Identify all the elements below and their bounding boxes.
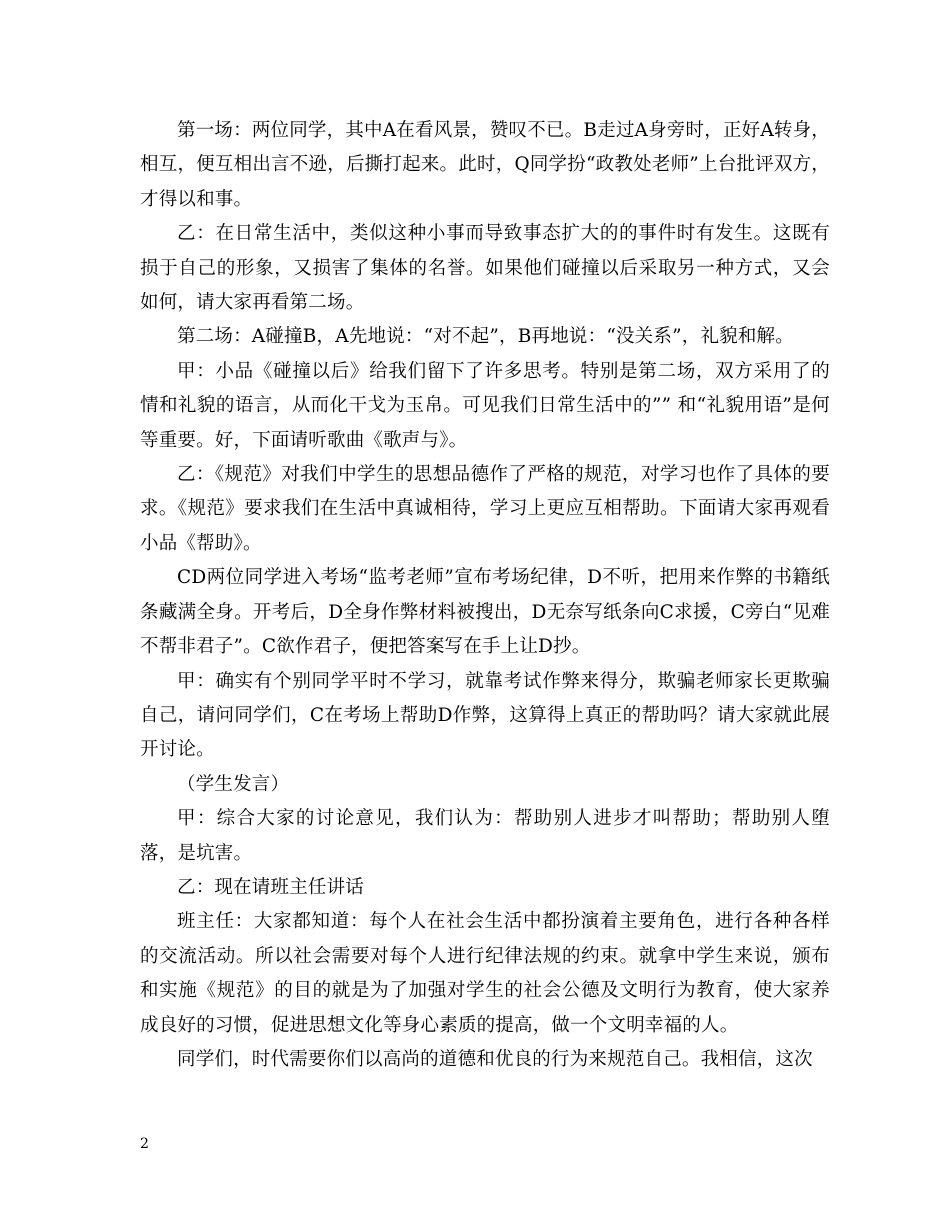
page-number: 2 (140, 1136, 149, 1152)
paragraph-yi-norms: 乙：《规范》对我们中学生的思想品德作了严格的规范，对学习也作了具体的要求。《规范》要求我们在生活中真诚相待，学习上更应互相帮助。下面请大家再观看小品《帮助》。 (140, 464, 830, 554)
paragraph-closing: 同学们，时代需要你们以高尚的道德和优良的行为来规范自己。我相信，这次 (177, 1048, 813, 1070)
paragraph-scene-two: 第二场：A碰撞B，A先地说：“对不起”，B再地说：“没关系”，礼貌和解。 (177, 326, 794, 348)
paragraph-student-speech: （学生发言） (177, 773, 290, 795)
paragraph-jia-discussion: 甲：确实有个别同学平时不学习，就靠考试作弊来得分，欺骗老师家长更欺骗自己，请问同学们，C在考场上帮助D作弊，这算得上真正的帮助吗？请大家就此展开讨论。 (140, 670, 830, 761)
document-body (140, 114, 830, 1077)
paragraph-exam-skit: CD两位同学进入考场“监考老师”宣布考场纪律，D不听，把用来作弊的书籍纸条藏满全身。开考后，D全身作弊材料被搜出，D无奈写纸条向C求援，C旁白“见难不帮非君子”。C欲作君子，便把答案写在手上让D抄。 (140, 567, 830, 658)
paragraph-yi-teacher-invite: 乙：现在请班主任讲话 (177, 876, 365, 898)
paragraph-scene-one: 第一场：两位同学，其中A在看风景，赞叹不已。B走过A身旁时，正好A转身，相互，便互相出言不逊，后撕打起来。此时，Q同学扮“政教处老师”上台批评双方，才得以和事。 (140, 120, 830, 210)
paragraph-teacher-speech: 班主任：大家都知道：每个人在社会生活中都扮演着主要角色，进行各种各样的交流活动。所以社会需要对每个人进行纪律法规的约束。就拿中学生来说，颁布和实施《规范》的目的就是为了加强对学生的社会公德及文明行为教育，使大家养成良好的习惯，促进思想文化等身心素质的提高，做一个文明幸福的人。 (140, 911, 830, 1036)
paragraph-yi-intro-scene-two: 乙：在日常生活中，类似这种小事而导致事态扩大的的事件时有发生。这既有损于自己的形象，又损害了集体的名誉。如果他们碰撞以后采取另一种方式，又会如何，请大家再看第二场。 (140, 223, 830, 314)
paragraph-jia-conclusion: 甲：综合大家的讨论意见，我们认为：帮助别人进步才叫帮助；帮助别人堕落，是坑害。 (140, 808, 830, 864)
paragraph-jia-skit-comment: 甲：小品《碰撞以后》给我们留下了许多思考。特别是第二场，双方采用了的情和礼貌的语言，从而化干戈为玉帛。可见我们日常生活中的”” 和“礼貌用语”是何等重要。好，下面请听歌曲《歌声与》。 (140, 360, 830, 451)
